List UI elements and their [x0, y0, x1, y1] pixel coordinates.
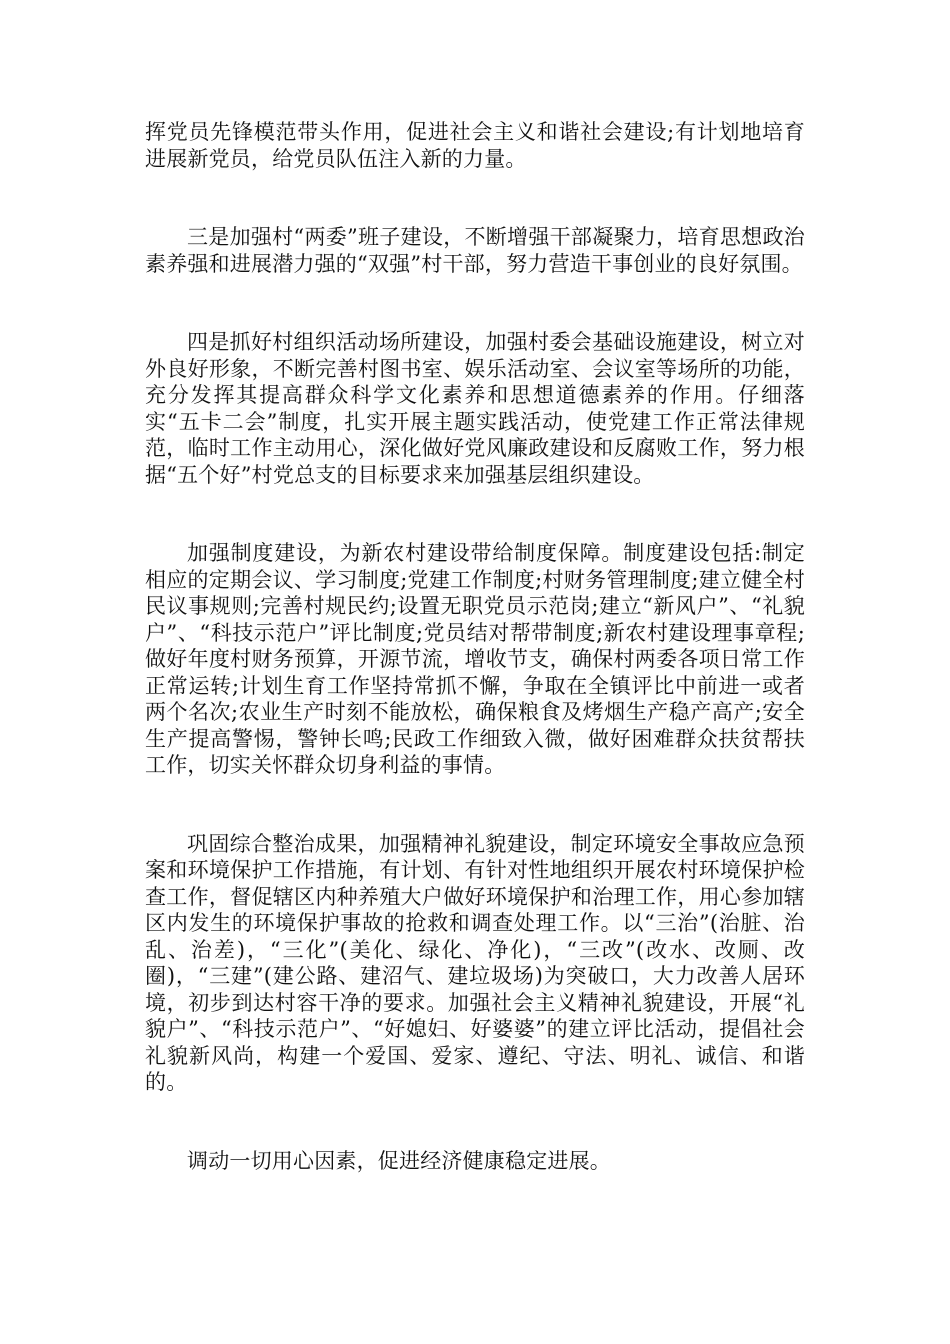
- paragraph-continuation: 挥党员先锋模范带头作用，促进社会主义和谐社会建设;有计划地培育进展新党员，给党员队伍注入新的力量。: [145, 120, 805, 171]
- paragraph-economy: 调动一切用心因素，促进经济健康稳定进展。: [187, 1148, 611, 1173]
- paragraph-institution-building: 加强制度建设，为新农村建设带给制度保障。制度建设包括:制定相应的定期会议、学习制度;党建工作制度;村财务管理制度;建立健全村民议事规则;完善村规民约;设置无职党员示范岗;建立“新风户”、“礼貌户”、“科技示范户”评比制度;党员结对帮带制度;新农村建设理事章程;做好年度村财务预算，开源节流，增收节支，确保村两委各项日常工作正常运转;计划生育工作坚持常抓不懈，争取在全镇评比中前进一或者两个名次;农业生产时刻不能放松，确保粮食及烤烟生产稳产高产;安全生产提高警惕，警钟长鸣;民政工作细致入微，做好困难群众扶贫帮扶工作，切实关怀群众切身利益的事情。: [145, 541, 805, 777]
- paragraph-environment: 巩固综合整治成果，加强精神礼貌建设，制定环境安全事故应急预案和环境保护工作措施，有计划、有针对性地组织开展农村环境保护检查工作，督促辖区内种养殖大户做好环境保护和治理工作，用心参加辖区内发生的环境保护事故的抢救和调查处理工作。以“三治”(治脏、治乱、治差)，“三化”(美化、绿化、净化)，“三改”(改水、改厕、改圈)，“三建”(建公路、建沼气、建垃圾场)为突破口，大力改善人居环境，初步到达村容干净的要求。加强社会主义精神礼貌建设，开展“礼貌户”、“科技示范户”、“好媳妇、好婆婆”的建立评比活动，提倡社会礼貌新风尚，构建一个爱国、爱家、遵纪、守法、明礼、诚信、和谐的。: [145, 831, 805, 1094]
- paragraph-village-committee: 三是加强村“两委”班子建设，不断增强干部凝聚力，培育思想政治素养强和进展潜力强的“双强”村干部，努力营造干事创业的良好氛围。: [145, 225, 805, 276]
- paragraph-activity-venue: 四是抓好村组织活动场所建设，加强村委会基础设施建设，树立对外良好形象，不断完善村图书室、娱乐活动室、会议室等场所的功能，充分发挥其提高群众科学文化素养和思想道德素养的作用。仔细落实“五卡二会”制度，扎实开展主题实践活动，使党建工作正常法律规范，临时工作主动用心，深化做好党风廉政建设和反腐败工作，努力根据“五个好”村党总支的目标要求来加强基层组织建设。: [145, 330, 805, 487]
- document-body: [145, 119, 805, 1174]
